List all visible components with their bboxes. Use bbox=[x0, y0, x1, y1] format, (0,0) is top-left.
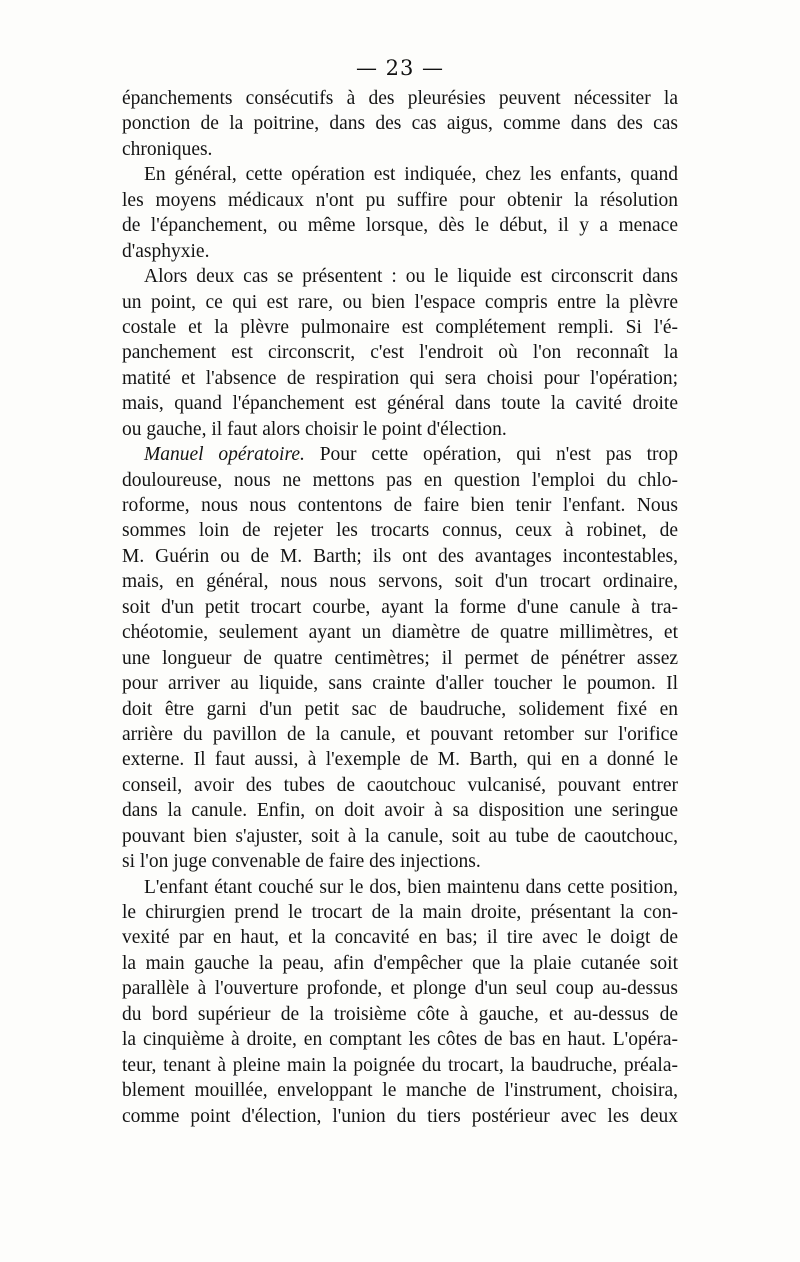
text-line: comme point d'élection, l'union du tiers postérieur avec les deux bbox=[122, 1105, 678, 1127]
text-line: pouvant bien s'ajuster, soit à la canule, soit au tube de caoutchouc, bbox=[122, 825, 678, 847]
text-line: douloureuse, nous ne mettons pas en question l'emploi du chlo- bbox=[122, 469, 678, 491]
text-line: pour arriver au liquide, sans crainte d'aller toucher le poumon. Il bbox=[122, 673, 678, 695]
text-line: costale et la plèvre pulmonaire est complétement rempli. Si l'é- bbox=[122, 316, 678, 338]
text-line: dans la canule. Enfin, on doit avoir à sa disposition une seringue bbox=[122, 800, 678, 822]
text-line: de l'épanchement, ou même lorsque, dès le début, il y a menace bbox=[122, 215, 678, 237]
text-line: M. Guérin ou de M. Barth; ils ont des avantages incontestables, bbox=[122, 545, 678, 567]
text-line: chéotomie, seulement ayant un diamètre de quatre millimètres, et bbox=[122, 622, 678, 644]
body-text bbox=[122, 86, 678, 1129]
text-line: matité et l'absence de respiration qui sera choisi pour l'opération; bbox=[122, 367, 678, 389]
text-line: blement mouillée, enveloppant le manche de l'instrument, choisira, bbox=[122, 1080, 678, 1102]
text-line-with-heading bbox=[122, 442, 678, 467]
text-line: parallèle à l'ouverture profonde, et plonge d'un seul coup au-dessus bbox=[122, 978, 678, 1000]
text-line: mais, quand l'épanchement est général dans toute la cavité droite bbox=[122, 393, 678, 415]
text-line: une longueur de quatre centimètres; il permet de pénétrer assez bbox=[122, 647, 678, 669]
text-line: En général, cette opération est indiquée, chez les enfants, quand bbox=[144, 164, 678, 186]
text-line: ponction de la poitrine, dans des cas aigus, comme dans des cas bbox=[122, 113, 678, 135]
text-line: d'asphyxie. bbox=[122, 240, 210, 262]
text-line: du bord supérieur de la troisième côte à gauche, et au-dessus de bbox=[122, 1003, 678, 1025]
page-number: — 23 — bbox=[355, 56, 445, 80]
text-line: soit d'un petit trocart courbe, ayant la forme d'une canule à tra- bbox=[122, 596, 678, 618]
text-line: arrière du pavillon de la canule, et pouvant retomber sur l'orifice bbox=[122, 723, 678, 745]
text-line: L'enfant étant couché sur le dos, bien maintenu dans cette position, bbox=[144, 876, 678, 898]
text-line: roforme, nous nous contentons de faire bien tenir l'enfant. Nous bbox=[122, 495, 678, 516]
text-line: panchement est circonscrit, c'est l'endroit où l'on reconnaît la bbox=[122, 342, 678, 364]
text-line: épanchements consécutifs à des pleurésies peuvent nécessiter la bbox=[122, 88, 678, 109]
text-line: conseil, avoir des tubes de caoutchouc vulcanisé, pouvant entrer bbox=[122, 774, 678, 796]
text-line: chroniques. bbox=[122, 138, 213, 160]
text-line: externe. Il faut aussi, à l'exemple de M. Barth, qui en a donné le bbox=[122, 749, 678, 771]
text-line: ou gauche, il faut alors choisir le point d'élection. bbox=[122, 418, 507, 440]
text-line: les moyens médicaux n'ont pu suffire pour obtenir la résolution bbox=[122, 189, 678, 211]
text-line: un point, ce qui est rare, ou bien l'espace compris entre la plèvre bbox=[122, 291, 678, 313]
section-heading: Manuel opératoire. bbox=[144, 444, 305, 466]
text-line: Alors deux cas se présentent : ou le liquide est circonscrit dans bbox=[144, 266, 678, 288]
text-line: vexité par en haut, et la concavité en bas; il tire avec le doigt de bbox=[122, 927, 678, 949]
text-fragment: Pour cette opération, qui n'est pas trop bbox=[319, 444, 678, 466]
text-line: le chirurgien prend le trocart de la main droite, présentant la con- bbox=[122, 902, 678, 923]
text-line: mais, en général, nous nous servons, soit d'un trocart ordinaire, bbox=[122, 571, 678, 593]
text-line: la cinquième à droite, en comptant les côtes de bas en haut. L'opéra- bbox=[122, 1029, 678, 1051]
text-line: teur, tenant à pleine main la poignée du trocart, la baudruche, préala- bbox=[122, 1054, 678, 1076]
text-line: doit être garni d'un petit sac de baudruche, solidement fixé en bbox=[122, 698, 678, 720]
text-line: la main gauche la peau, afin d'empêcher que la plaie cutanée soit bbox=[122, 952, 678, 974]
text-line: si l'on juge convenable de faire des injections. bbox=[122, 851, 481, 873]
text-line: sommes loin de rejeter les trocarts connus, ceux à robinet, de bbox=[122, 520, 678, 542]
